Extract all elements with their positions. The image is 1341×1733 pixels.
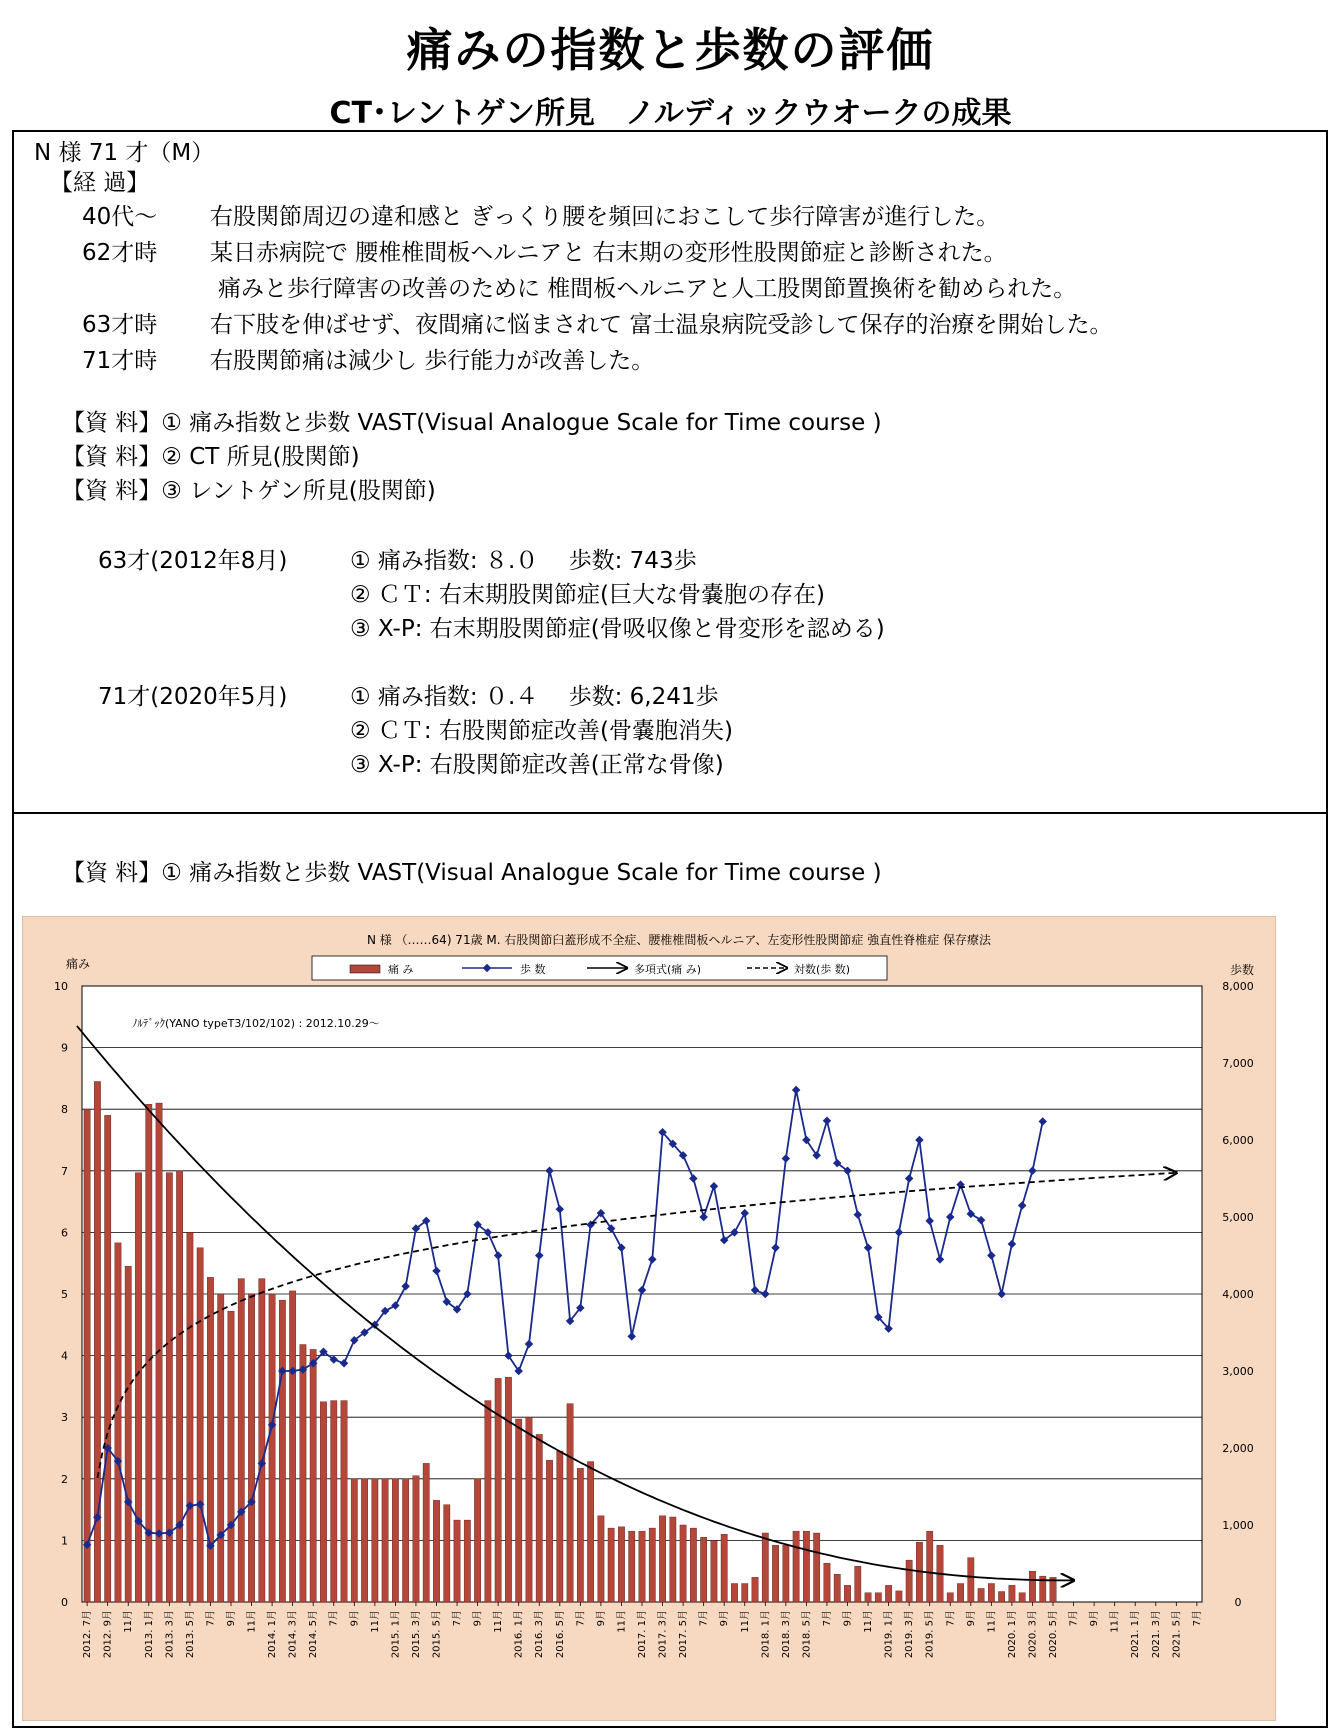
pain-bar — [927, 1531, 933, 1602]
x-tick-label: 2017. 5月 — [678, 1610, 690, 1659]
x-tick-label: 7月 — [452, 1610, 464, 1627]
pain-bar — [289, 1291, 295, 1602]
pain-bar — [341, 1401, 347, 1602]
pain-bar — [783, 1545, 789, 1602]
pain-bar — [762, 1533, 768, 1602]
y-tick-right: 4,000 — [1222, 1288, 1254, 1301]
pain-bar — [721, 1534, 727, 1602]
x-tick-label: 2017. 3月 — [657, 1610, 669, 1659]
y-axis-label-right: 歩数 — [1229, 963, 1255, 977]
pain-bar — [639, 1531, 645, 1602]
pain-bar — [711, 1540, 717, 1602]
page-title: 痛みの指数と歩数の評価 — [406, 23, 935, 77]
x-tick-label: 9月 — [225, 1610, 237, 1627]
y-tick-right: 6,000 — [1222, 1134, 1254, 1147]
pain-bar — [598, 1516, 604, 1602]
pain-bar — [742, 1584, 748, 1602]
history-text: 某日赤病院で 腰椎椎間板ヘルニアと 右末期の変形性股関節症と診断された。 — [210, 240, 1007, 266]
history-text: 右下肢を伸ばせず、夜間痛に悩まされて 富士温泉病院受診して保存的治療を開始した。 — [210, 312, 1113, 338]
pain-bar — [659, 1516, 665, 1602]
x-tick-label: 11月 — [616, 1610, 628, 1633]
x-tick-label: 2012. 7月 — [82, 1610, 94, 1659]
pain-bar — [885, 1585, 891, 1602]
pain-bar — [310, 1349, 316, 1602]
finding-line: ③ X-P: 右股関節症改善(正常な骨像) — [350, 752, 724, 778]
material-item: 【資 料】③ レントゲン所見(股関節) — [62, 478, 436, 504]
vast-chart — [22, 916, 1276, 1721]
x-tick-label: 2021. 5月 — [1171, 1610, 1183, 1659]
pain-bar — [351, 1479, 357, 1602]
pain-bar — [978, 1588, 984, 1602]
pain-bar — [1019, 1593, 1025, 1602]
finding-line: ③ X-P: 右末期股関節症(骨吸収像と骨変形を認める) — [350, 616, 885, 642]
finding-line: ① 痛み指数: ８.０ 歩数: 743歩 — [350, 548, 697, 574]
finding-label: 63才(2012年8月) — [98, 548, 288, 574]
y-tick-left: 9 — [61, 1041, 68, 1055]
history-age: 63才時 — [82, 312, 158, 338]
x-tick-label: 2014. 5月 — [308, 1610, 320, 1659]
history-box — [12, 130, 1328, 814]
pain-bar — [166, 1173, 172, 1602]
pain-bar — [444, 1505, 450, 1602]
history-text: 右股関節周辺の違和感と ぎっくり腰を頻回におこして歩行障害が進行した。 — [210, 204, 1000, 230]
pain-bar — [1029, 1571, 1035, 1602]
pain-bar — [557, 1451, 563, 1602]
pain-bar — [813, 1533, 819, 1602]
y-tick-right: 3,000 — [1222, 1365, 1254, 1378]
x-tick-label: 2018. 3月 — [780, 1610, 792, 1659]
x-tick-label: 11月 — [369, 1610, 381, 1633]
pain-bar — [772, 1545, 778, 1602]
pain-bar — [413, 1476, 419, 1602]
history-text: 痛みと歩行障害の改善のために 椎間板ヘルニアと人工股関節置換術を勧められた。 — [218, 276, 1077, 302]
finding-label: 71才(2020年5月) — [98, 684, 288, 710]
legend-label: 歩 数 — [520, 963, 546, 976]
pain-bar — [1009, 1585, 1015, 1602]
pain-bar — [361, 1479, 367, 1602]
pain-bar — [690, 1528, 696, 1602]
pain-bar — [700, 1537, 706, 1602]
x-tick-label: 11月 — [246, 1610, 258, 1633]
x-tick-label: 9月 — [842, 1610, 854, 1627]
pain-bar — [670, 1517, 676, 1602]
pain-bar — [474, 1479, 480, 1602]
x-tick-label: 2021. 1月 — [1130, 1610, 1142, 1659]
pain-bar — [105, 1115, 111, 1602]
y-tick-left: 6 — [61, 1226, 68, 1240]
finding-line: ② ＣＴ: 右末期股関節症(巨大な骨嚢胞の存在) — [350, 582, 825, 608]
pain-bar — [279, 1300, 285, 1602]
pain-bar — [125, 1266, 131, 1602]
x-tick-label: 7月 — [945, 1610, 957, 1627]
pain-bar — [382, 1479, 388, 1602]
pain-bar — [957, 1584, 963, 1602]
history-age: 40代～ — [82, 204, 158, 230]
x-tick-label: 9月 — [349, 1610, 361, 1627]
pain-bar — [269, 1294, 275, 1602]
x-tick-label: 2013. 3月 — [164, 1610, 176, 1659]
finding-line: ① 痛み指数: ０.４ 歩数: 6,241歩 — [350, 684, 719, 710]
pain-bar — [146, 1104, 152, 1602]
legend-label: 対数(歩 数) — [794, 963, 851, 976]
pain-bar — [197, 1248, 203, 1602]
section-heading: 【資 料】① 痛み指数と歩数 VAST(Visual Analogue Scale for Time course ) — [62, 860, 882, 886]
pain-bar — [516, 1419, 522, 1602]
pain-bar — [392, 1479, 398, 1602]
pain-bar — [187, 1232, 193, 1602]
y-tick-left: 2 — [61, 1472, 68, 1486]
x-tick-label: 2015. 5月 — [431, 1610, 443, 1659]
pain-bar — [207, 1277, 213, 1602]
pain-bar — [731, 1584, 737, 1602]
history-age: 71才時 — [82, 348, 158, 374]
y-tick-left: 8 — [61, 1103, 68, 1117]
legend-swatch-pain — [350, 965, 380, 973]
x-tick-label: 9月 — [472, 1610, 484, 1627]
pain-bar — [865, 1593, 871, 1602]
pain-bar — [495, 1378, 501, 1602]
x-tick-label: 11月 — [739, 1610, 751, 1633]
chart-title: N 様 （……64) 71歳 M. 右股関節臼蓋形成不全症、腰椎椎間板ヘルニア、左変形性股関節症 強直性脊椎症 保存療法 — [366, 933, 992, 947]
pain-bar — [855, 1566, 861, 1602]
x-tick-label: 2018. 5月 — [801, 1610, 813, 1659]
pain-bar — [300, 1345, 306, 1602]
pain-bar — [238, 1279, 244, 1602]
x-tick-label: 2017. 1月 — [637, 1610, 648, 1659]
x-tick-label: 11月 — [986, 1610, 998, 1633]
material-item: 【資 料】① 痛み指数と歩数 VAST(Visual Analogue Scale for Time course ) — [62, 410, 882, 436]
x-tick-label: 9月 — [965, 1610, 977, 1627]
x-tick-label: 11月 — [123, 1610, 135, 1633]
x-tick-label: 2019. 1月 — [883, 1610, 895, 1659]
x-tick-label: 11月 — [493, 1610, 505, 1633]
y-tick-left: 3 — [61, 1411, 68, 1425]
pain-bar — [433, 1500, 439, 1602]
pain-bar — [454, 1520, 460, 1602]
x-tick-label: 7月 — [205, 1610, 217, 1627]
x-tick-label: 11月 — [863, 1610, 875, 1633]
patient-label: N 様 71 才（M） — [34, 140, 215, 166]
x-tick-label: 2016. 1月 — [513, 1610, 525, 1659]
x-tick-label: 2014. 1月 — [267, 1610, 279, 1659]
pain-bar — [803, 1531, 809, 1602]
y-tick-right: 0 — [1234, 1596, 1242, 1609]
pain-bar — [176, 1171, 182, 1602]
pain-bar — [793, 1531, 799, 1602]
x-tick-label: 2021. 3月 — [1150, 1610, 1162, 1659]
y-tick-left: 0 — [61, 1596, 68, 1609]
pain-bar — [259, 1279, 265, 1602]
pain-bar — [402, 1479, 408, 1602]
y-tick-right: 5,000 — [1222, 1211, 1254, 1224]
pain-bar — [485, 1401, 491, 1602]
pain-bar — [218, 1294, 224, 1602]
y-tick-right: 2,000 — [1222, 1442, 1254, 1455]
x-tick-label: 2015. 3月 — [410, 1610, 422, 1659]
pain-bar — [84, 1109, 90, 1602]
x-tick-label: 2019. 3月 — [904, 1610, 916, 1659]
pain-bar — [331, 1401, 337, 1602]
y-tick-left: 10 — [54, 980, 68, 993]
pain-bar — [423, 1463, 429, 1602]
y-tick-right: 7,000 — [1222, 1057, 1254, 1070]
page-subtitle: CT･レントゲン所見 ノルディックウオークの成果 — [329, 96, 1012, 131]
x-tick-label: 7月 — [1191, 1610, 1203, 1627]
pain-bar — [587, 1462, 593, 1602]
x-tick-label: 9月 — [719, 1610, 731, 1627]
x-tick-label: 7月 — [1068, 1610, 1080, 1627]
pain-bar — [844, 1585, 850, 1602]
y-tick-left: 1 — [61, 1534, 68, 1548]
x-tick-label: 2020. 3月 — [1027, 1610, 1039, 1659]
pain-bar — [115, 1243, 121, 1602]
pain-bar — [824, 1563, 830, 1602]
y-tick-left: 5 — [61, 1288, 68, 1301]
pain-bar — [546, 1460, 552, 1602]
x-tick-label: 2013. 1月 — [143, 1610, 155, 1659]
pain-bar — [875, 1593, 881, 1602]
x-tick-label: 9月 — [595, 1610, 607, 1627]
pain-bar — [649, 1528, 655, 1602]
pain-bar — [608, 1528, 614, 1602]
pain-bar — [629, 1531, 635, 1602]
y-tick-left: 7 — [61, 1164, 68, 1178]
y-tick-right: 8,000 — [1222, 980, 1254, 993]
pain-bar — [505, 1377, 511, 1602]
x-tick-label: 2013. 5月 — [184, 1610, 196, 1659]
pain-bar — [228, 1311, 234, 1602]
chart-svg — [22, 916, 1276, 1721]
pain-bar — [834, 1574, 840, 1602]
y-tick-right: 1,000 — [1222, 1519, 1254, 1532]
pain-bar — [896, 1591, 902, 1602]
y-tick-left: 4 — [61, 1349, 68, 1363]
legend-label: 痛 み — [388, 963, 414, 976]
pain-bar — [567, 1404, 573, 1602]
pain-bar — [372, 1479, 378, 1602]
x-tick-label: 11月 — [1109, 1610, 1121, 1633]
x-tick-label: 7月 — [821, 1610, 833, 1627]
pain-bar — [536, 1434, 542, 1602]
x-tick-label: 2016. 5月 — [554, 1610, 566, 1659]
pain-bar — [135, 1173, 141, 1602]
x-tick-label: 2019. 5月 — [924, 1610, 936, 1659]
legend-label: 多項式(痛 み) — [634, 963, 702, 976]
x-tick-label: 9月 — [1089, 1610, 1101, 1627]
y-axis-label-left: 痛み — [65, 957, 91, 971]
pain-bar — [464, 1520, 470, 1602]
pain-bar — [320, 1402, 326, 1602]
pain-bar — [618, 1527, 624, 1602]
pain-bar — [680, 1525, 686, 1602]
history-header: 【経 過】 — [50, 170, 150, 196]
history-text: 右股関節痛は減少し 歩行能力が改善した。 — [210, 348, 655, 374]
x-tick-label: 2020. 1月 — [1006, 1610, 1018, 1659]
pain-bar — [248, 1294, 254, 1602]
pain-bar — [968, 1558, 974, 1602]
x-tick-label: 2016. 3月 — [534, 1610, 546, 1659]
x-tick-label: 2020. 5月 — [1048, 1610, 1060, 1659]
pain-bar — [752, 1577, 758, 1602]
pain-bar — [947, 1593, 953, 1602]
finding-line: ② ＣＴ: 右股関節症改善(骨嚢胞消失) — [350, 718, 733, 744]
pain-bar — [998, 1592, 1004, 1602]
x-tick-label: 7月 — [698, 1610, 710, 1627]
pain-bar — [906, 1560, 912, 1602]
chart-annotation: ﾉﾙﾃﾞｯｸ(YANO typeT3/102/102) : 2012.10.29～ — [132, 1017, 380, 1030]
x-tick-label: 2014. 3月 — [287, 1610, 299, 1659]
material-item: 【資 料】② CT 所見(股関節) — [62, 444, 360, 470]
pain-bar — [526, 1417, 532, 1602]
x-tick-label: 7月 — [328, 1610, 340, 1627]
x-tick-label: 2018. 1月 — [760, 1610, 772, 1659]
x-tick-label: 2015. 1月 — [390, 1610, 402, 1659]
pain-bar — [577, 1468, 583, 1602]
history-age: 62才時 — [82, 240, 158, 266]
x-tick-label: 7月 — [575, 1610, 587, 1627]
pain-bar — [988, 1584, 994, 1602]
x-tick-label: 2012. 9月 — [102, 1610, 114, 1659]
